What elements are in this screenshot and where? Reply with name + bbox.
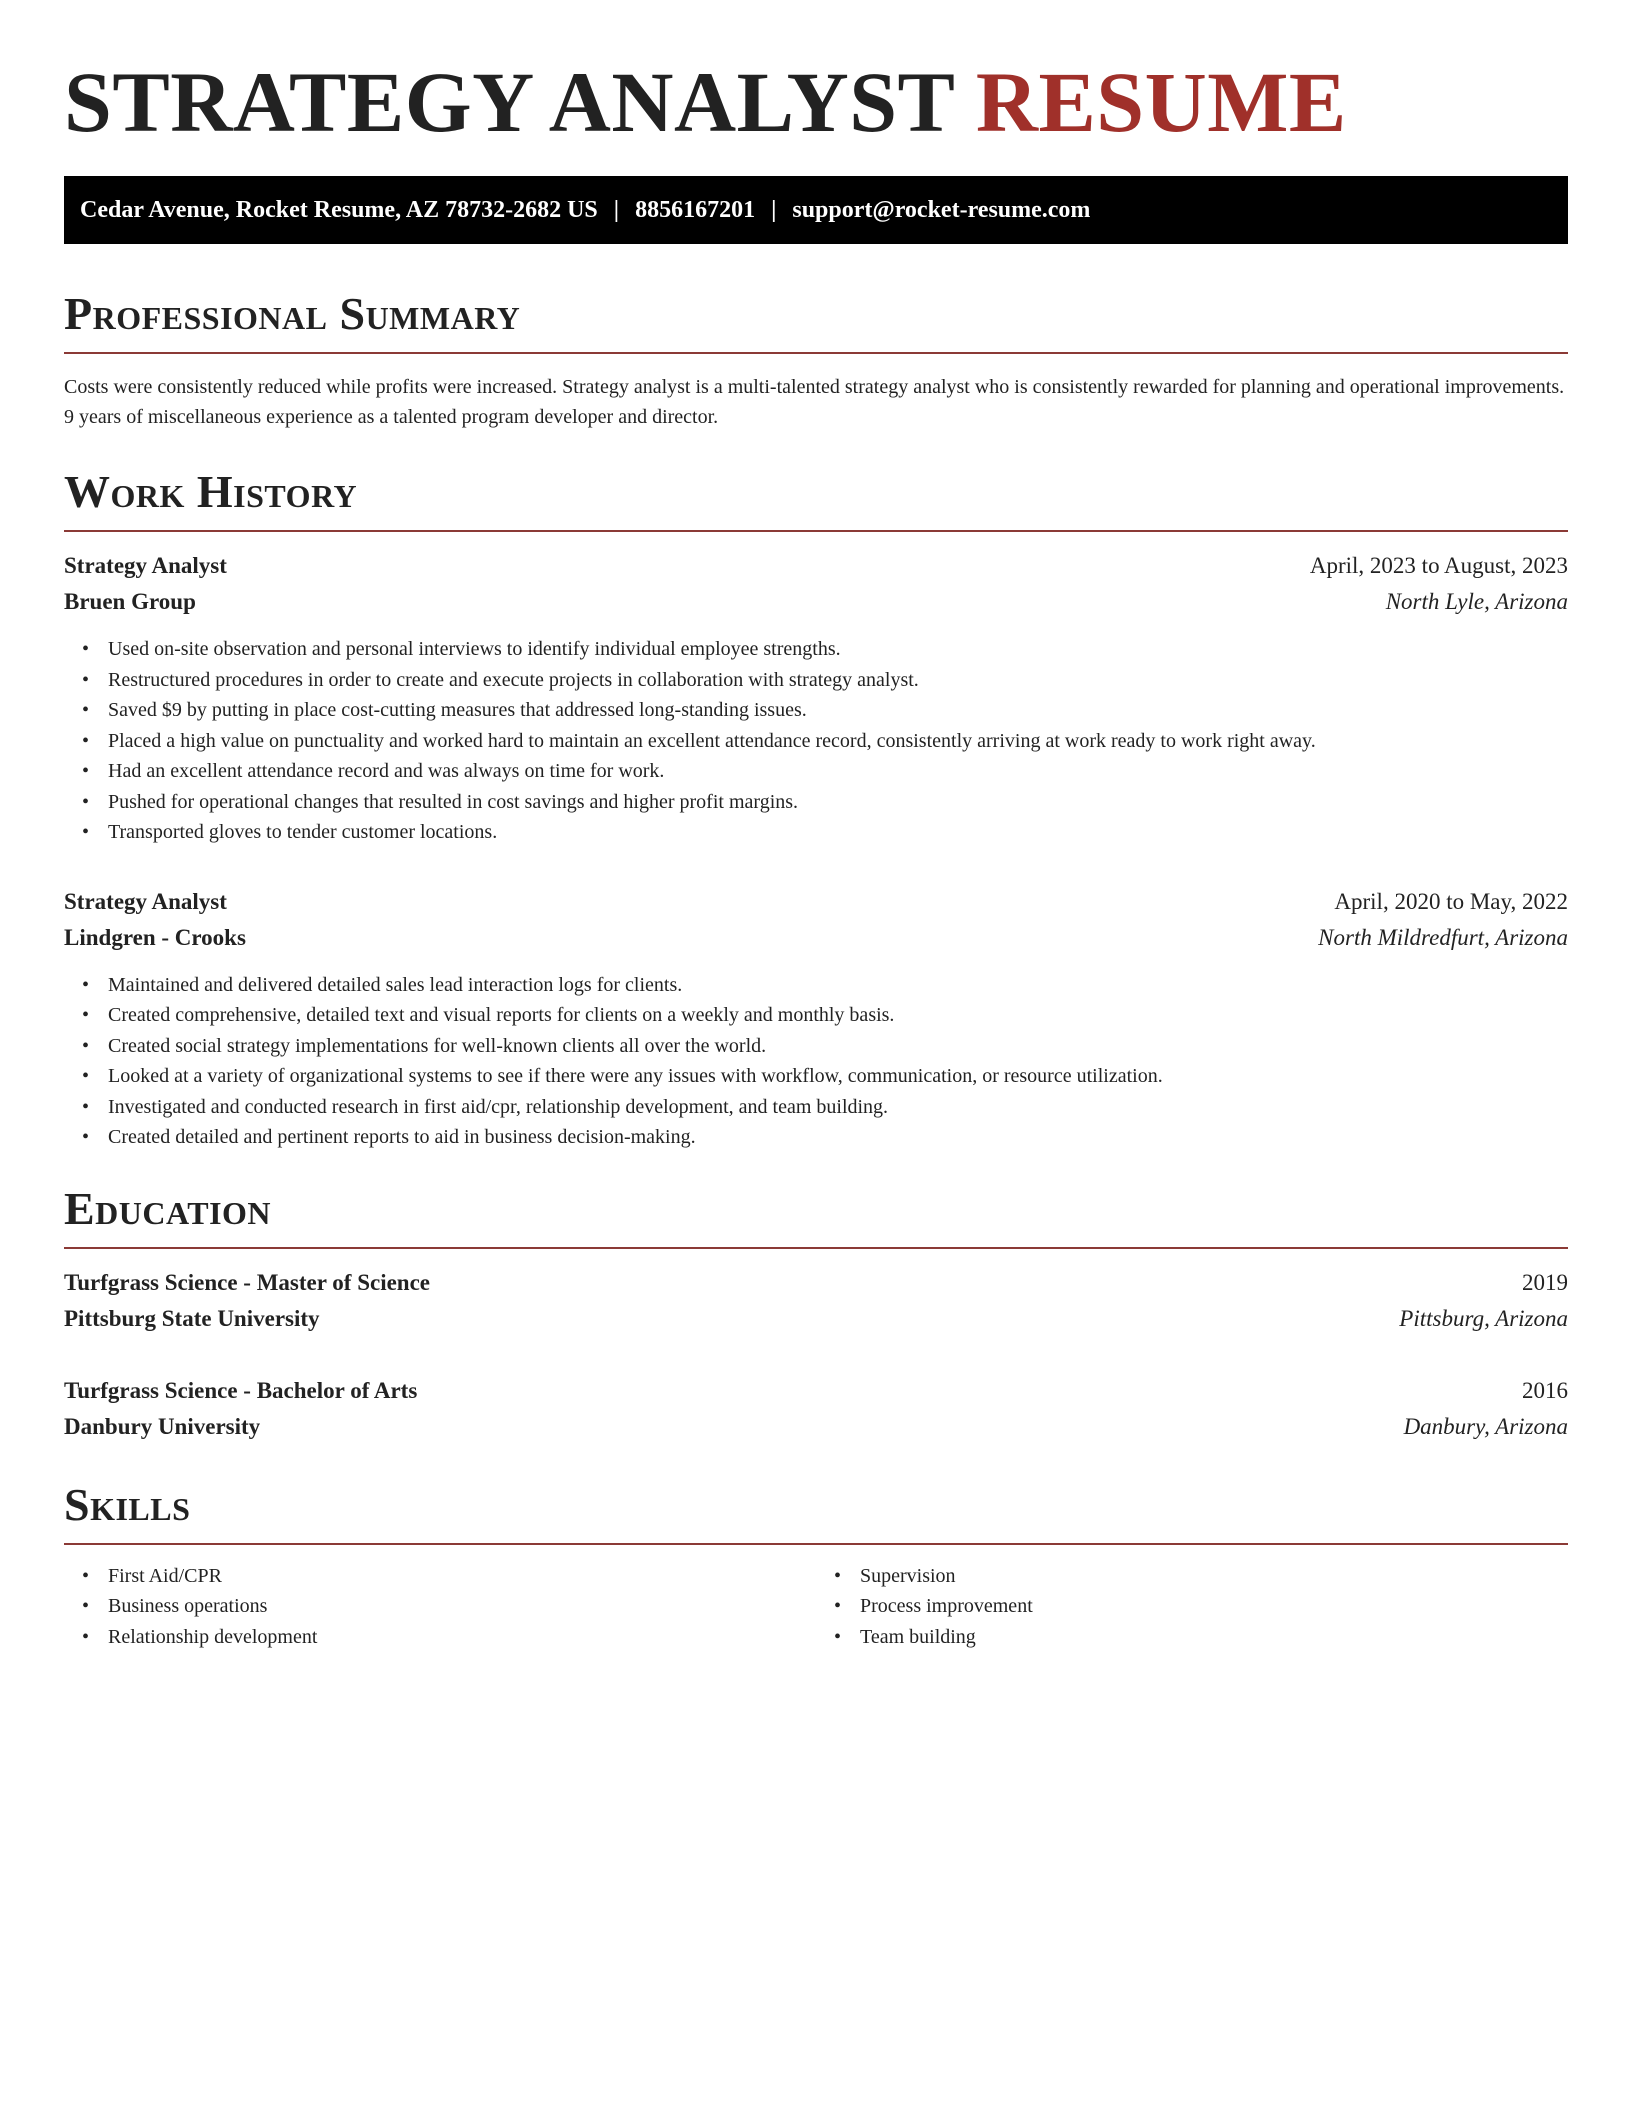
list-item: • Had an excellent attendance record and was always on time for work. (108, 756, 1568, 787)
job-header-row (64, 884, 1568, 920)
job-company: Bruen Group (64, 589, 196, 614)
list-item: • Created social strategy implementations for well-known clients all over the world. (108, 1031, 1568, 1062)
title-main: STRATEGY ANALYST (64, 54, 954, 150)
list-item: • Used on-site observation and personal interviews to identify individual employee strengths. (108, 634, 1568, 665)
job-title: Strategy Analyst (64, 553, 227, 578)
list-item: • Created comprehensive, detailed text and visual reports for clients on a weekly and monthly basis. (108, 1000, 1568, 1031)
education-list (64, 1265, 1568, 1445)
section-divider (64, 1247, 1568, 1249)
skill-item: • Team building (860, 1622, 1568, 1653)
job-dates: April, 2023 to August, 2023 (1309, 553, 1568, 578)
skill-item: • Supervision (860, 1561, 1568, 1592)
education-location: Danbury, Arizona (1403, 1413, 1568, 1439)
skill-item: • Relationship development (108, 1622, 816, 1653)
job-dates: April, 2020 to May, 2022 (1334, 888, 1568, 914)
job-bullets (64, 634, 1568, 848)
summary-text: Costs were consistently reduced while profits were increased. Strategy analyst is a multi-talented strategy analyst who is consistently rewarded for planning and operational improvements. 9 years of miscellaneous experience as a talented program developer and director. (64, 376, 1565, 428)
job-entry (64, 884, 1568, 1153)
job-location: North Lyle, Arizona (1385, 589, 1568, 614)
skills-section (64, 1479, 1568, 1653)
education-year: 2019 (1522, 1269, 1568, 1295)
skill-item: • First Aid/CPR (108, 1561, 816, 1592)
education-degree: Turfgrass Science - Bachelor of Arts (64, 1377, 418, 1403)
job-list (64, 548, 1568, 1153)
job-header-row (64, 548, 1568, 584)
contact-bar (64, 176, 1568, 244)
list-item: • Investigated and conducted research in first aid/cpr, relationship development, and team building. (108, 1092, 1568, 1123)
skills-grid (64, 1561, 1568, 1653)
list-item: • Placed a high value on punctuality and worked hard to maintain an excellent attendance record, consistently arriving at work ready to work right away. (108, 726, 1568, 757)
job-company-row (64, 584, 1568, 620)
education-school-row (64, 1301, 1568, 1337)
section-heading-education: Education (64, 1182, 272, 1234)
education-degree-row (64, 1373, 1568, 1409)
education-year: 2016 (1522, 1377, 1568, 1403)
contact-phone: 8856167201 (635, 196, 756, 223)
skill-item: • Business operations (108, 1591, 816, 1622)
work-history-section (64, 466, 1568, 1153)
page-title (64, 56, 1568, 148)
contact-separator: | (613, 196, 620, 223)
list-item: • Restructured procedures in order to create and execute projects in collaboration with strategy analyst. (108, 665, 1568, 696)
list-item: • Looked at a variety of organizational systems to see if there were any issues with workflow, communication, or resource utilization. (108, 1061, 1568, 1092)
list-item: • Transported gloves to tender customer locations. (108, 817, 1568, 848)
summary-section (64, 288, 1568, 432)
section-divider (64, 530, 1568, 532)
job-entry (64, 548, 1568, 848)
section-heading-work-history: Work History (64, 466, 358, 517)
education-school-row (64, 1409, 1568, 1445)
skill-item: • Process improvement (860, 1591, 1568, 1622)
contact-separator: | (771, 196, 777, 223)
section-heading-skills: Skills (64, 1478, 191, 1530)
education-degree-row (64, 1265, 1568, 1301)
education-location: Pittsburg, Arizona (1399, 1305, 1568, 1331)
list-item: • Saved $9 by putting in place cost-cutting measures that addressed long-standing issues. (108, 695, 1568, 726)
section-divider (64, 352, 1568, 354)
job-company-row (64, 920, 1568, 956)
list-item: • Maintained and delivered detailed sales lead interaction logs for clients. (108, 970, 1568, 1001)
education-school: Pittsburg State University (64, 1305, 320, 1331)
list-item: • Created detailed and pertinent reports to aid in business decision-making. (108, 1122, 1568, 1153)
job-company: Lindgren - Crooks (64, 924, 246, 950)
job-title: Strategy Analyst (64, 888, 227, 914)
education-school: Danbury University (64, 1413, 261, 1439)
job-location: North Mildredfurt, Arizona (1318, 924, 1568, 950)
section-heading-summary: Professional Summary (64, 288, 521, 339)
job-bullets (64, 970, 1568, 1153)
title-accent: RESUME (975, 54, 1347, 150)
education-entry (64, 1265, 1568, 1337)
contact-email: support@rocket-resume.com (792, 196, 1091, 223)
education-section (64, 1183, 1568, 1445)
list-item: • Pushed for operational changes that resulted in cost savings and higher profit margins. (108, 787, 1568, 818)
skills-column-right (816, 1561, 1568, 1653)
section-divider (64, 1543, 1568, 1545)
education-degree: Turfgrass Science - Master of Science (64, 1269, 431, 1295)
education-entry (64, 1373, 1568, 1445)
contact-address: Cedar Avenue, Rocket Resume, AZ 78732-2682 US (80, 196, 598, 223)
skills-column-left (64, 1561, 816, 1653)
